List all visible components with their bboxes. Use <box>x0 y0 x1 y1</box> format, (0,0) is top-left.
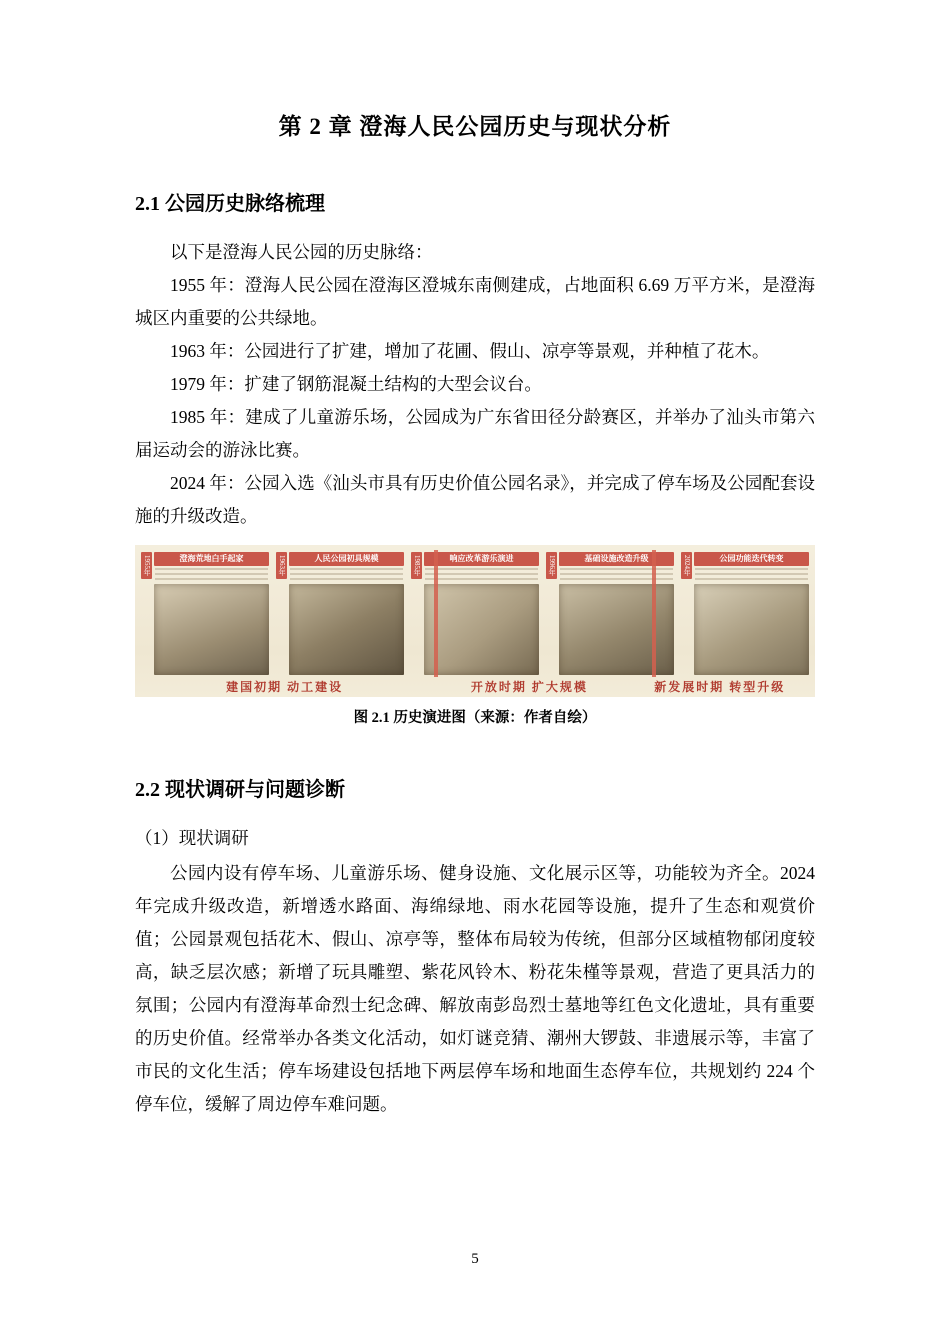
stage-label-founding: 建国初期 动工建设 <box>226 680 344 694</box>
history-1963-paragraph: 1963 年：公园进行了扩建，增加了花圃、假山、凉亭等景观，并种植了花木。 <box>170 341 770 361</box>
figure-2-1-history-timeline <box>135 545 815 727</box>
panel-3-header: 响应改革游乐演进 <box>424 552 539 566</box>
section-2-1-heading: 2.1 公园历史脉络梳理 <box>135 193 325 215</box>
panel-4-header: 基础设施改造升级 <box>559 552 674 566</box>
panel-3-photo <box>424 584 539 675</box>
timeline-panel-3 <box>411 552 539 675</box>
section-2-2-heading: 2.2 现状调研与问题诊断 <box>135 779 345 801</box>
stage-label-opening: 开放时期 扩大规模 <box>470 680 588 694</box>
timeline-panel-1 <box>141 552 269 675</box>
timeline-panel-5 <box>681 552 809 675</box>
chapter-title: 第 2 章 澄海人民公园历史与现状分析 <box>278 114 672 139</box>
panel-5-subtext-lines <box>695 568 808 582</box>
panel-2-photo <box>289 584 404 675</box>
history-1979-paragraph: 1979 年：扩建了钢筋混凝土结构的大型会议台。 <box>170 374 542 394</box>
survey-subheading: （1）现状调研 <box>135 828 249 848</box>
panel-1-subtext-lines <box>155 568 268 582</box>
timeline-banner <box>135 545 815 697</box>
history-intro-paragraph: 以下是澄海人民公园的历史脉络： <box>170 242 433 262</box>
panel-3-subtext-lines <box>425 568 538 582</box>
panel-1-photo <box>154 584 269 675</box>
timeline-stage-row <box>135 678 815 694</box>
year-tag-2024: 2024年 <box>681 552 692 579</box>
history-1985-paragraph: 1985 年：建成了儿童游乐场，公园成为广东省田径分龄赛区，并举办了汕头市第六届运动会的游泳比赛。 <box>135 407 815 460</box>
panel-2-header: 人民公园初具规模 <box>289 552 404 566</box>
panel-2-subtext-lines <box>290 568 403 582</box>
year-tag-1963: 1963年 <box>276 552 287 579</box>
year-tag-1985: 1985年 <box>411 552 422 579</box>
stage-label-new-era: 新发展时期 转型升级 <box>654 680 786 694</box>
figure-caption: 图 2.1 历史演进图（来源：作者自绘） <box>353 710 597 726</box>
panel-4-photo <box>559 584 674 675</box>
page-number: 5 <box>471 1251 479 1267</box>
panel-4-subtext-lines <box>560 568 673 582</box>
panel-5-photo <box>694 584 809 675</box>
history-2024-paragraph: 2024 年：公园入选《汕头市具有历史价值公园名录》，并完成了停车场及公园配套设施的升级改造。 <box>135 473 815 526</box>
year-tag-1955: 1955年 <box>141 552 152 579</box>
year-tag-1996: 1996年 <box>546 552 557 579</box>
timeline-section-divider-2 <box>652 550 656 677</box>
history-1955-paragraph: 1955 年：澄海人民公园在澄海区澄城东南侧建成，占地面积 6.69 万平方米，是澄海城区内重要的公共绿地。 <box>135 275 815 328</box>
timeline-section-divider-1 <box>434 550 438 677</box>
survey-paragraph: 公园内设有停车场、儿童游乐场、健身设施、文化展示区等，功能较为齐全。2024 年完成升级改造，新增透水路面、海绵绿地、雨水花园等设施，提升了生态和观赏价值；公园景观包括花木、假山、凉亭等，整体布局较为传统，但部分区域植物郁闭度较高，缺乏层次感；新增了玩具雕塑、紫花风铃木、粉花朱槿等景观，营造了更具活力的氛围；公园内有澄海革命烈士纪念碑、解放南彭岛烈士墓地等红色文化遗址，具有重要的历史价值。经常举办各类文化活动，如灯谜竞猜、潮州大锣鼓、非遗展示等，丰富了市民的文化生活；停车场建设包括地下两层停车场和地面生态停车位，共规划约 224 个停车位，缓解了周边停车难问题。 <box>135 863 815 1114</box>
panel-5-header: 公园功能迭代转变 <box>694 552 809 566</box>
timeline-panel-2 <box>276 552 404 675</box>
panel-1-header: 澄海荒地白手起家 <box>154 552 269 566</box>
